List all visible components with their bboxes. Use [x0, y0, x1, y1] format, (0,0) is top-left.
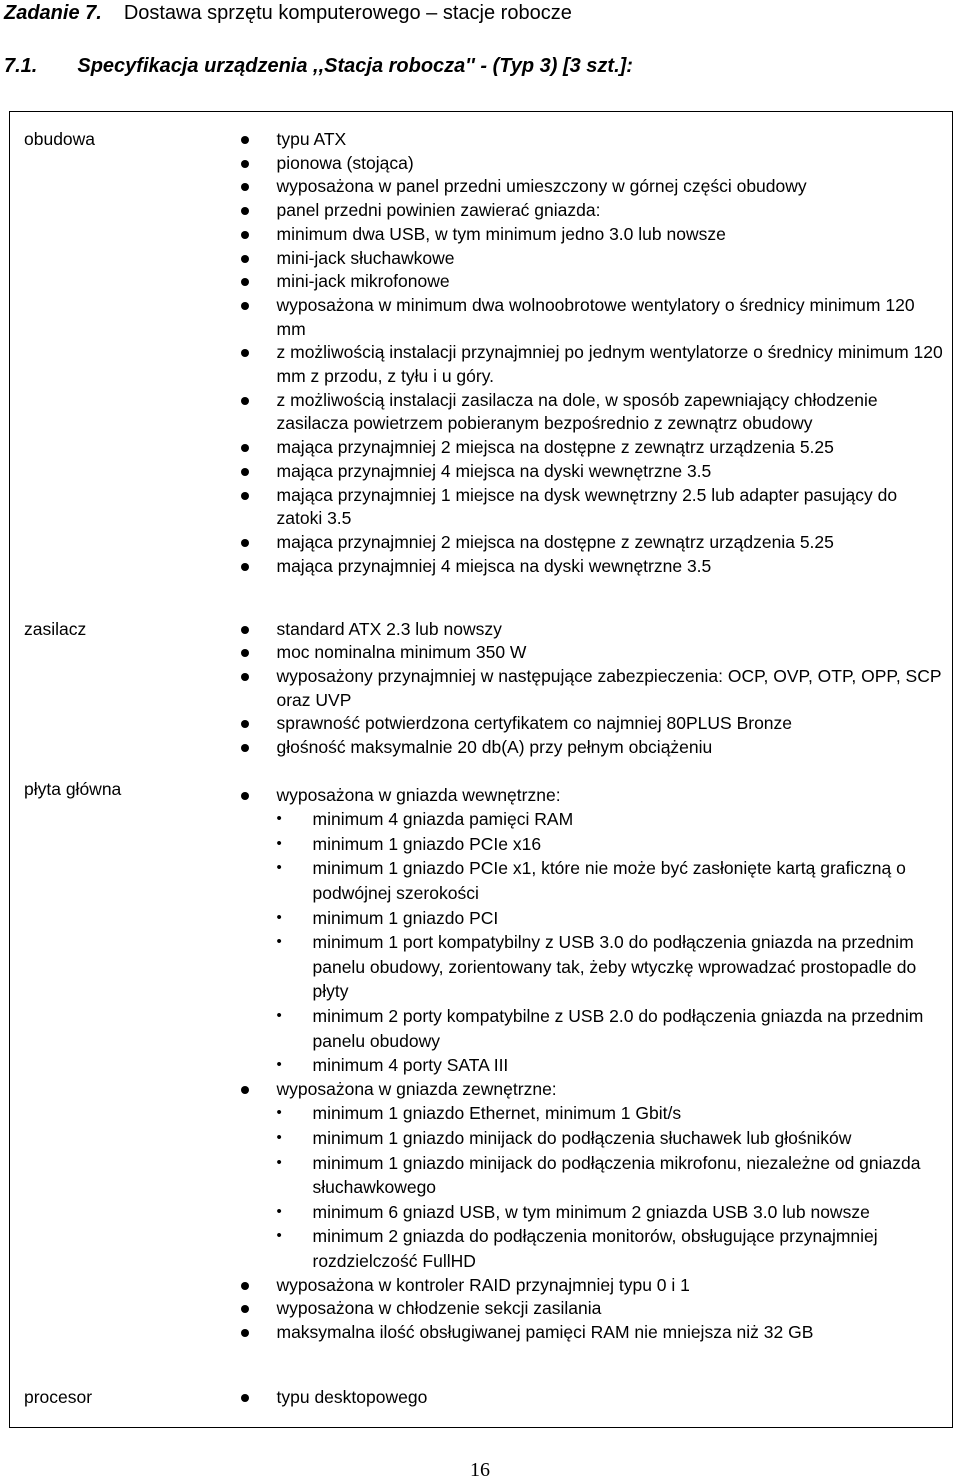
list-item: wyposażona w kontroler RAID przynajmniej typu 0 i 1 [235, 1274, 945, 1298]
list-item: mająca przynajmniej 1 miejsce na dysk wewnętrzny 2.5 lub adapter pasujący do zatoki 3.5 [235, 484, 945, 531]
list-item: panel przedni powinien zawierać gniazda: [235, 199, 945, 223]
component-name: obudowa [24, 129, 96, 149]
list-item: mająca przynajmniej 4 miejsca na dyski wewnętrzne 3.5 [235, 555, 945, 579]
list-item: moc nominalna minimum 350 W [235, 641, 945, 665]
task-title: Dostawa sprzętu komputerowego – stacje robocze [123, 2, 572, 24]
list-item: sprawność potwierdzona certyfikatem co najmniej 80PLUS Bronze [235, 712, 945, 736]
spec-row-plyta-glowna [10, 768, 953, 1376]
list-item: pionowa (stojąca) [235, 152, 945, 176]
component-name: płyta główna [24, 778, 122, 799]
list-item [235, 1078, 945, 1274]
sub-list-item: • minimum 1 port kompatybilny z USB 3.0 do podłączenia gniazda na przednim panelu obudowy, zorientowany tak, żeby wtyczkę wprowadzać prostopadle do płyty [313, 930, 945, 1004]
sub-list-item: • minimum 4 porty SATA III [313, 1053, 945, 1078]
sub-list-item: • minimum 1 gniazdo PCI [313, 906, 945, 931]
sub-list-item: • minimum 1 gniazdo PCIe x1, które nie może być zasłonięte kartą graficzną o podwójnej szerokości [313, 856, 945, 905]
sub-list-item: • minimum 6 gniazd USB, w tym minimum 2 gniazda USB 3.0 lub nowsze [313, 1200, 945, 1225]
external-sockets-list [313, 1101, 945, 1273]
sub-list-item: • minimum 1 gniazdo PCIe x16 [313, 832, 945, 857]
sub-list-item: • minimum 2 gniazda do podłączenia monitorów, obsługujące przynajmniej rozdzielczość FullHD [313, 1224, 945, 1273]
obudowa-list [235, 128, 945, 578]
task-heading [4, 2, 572, 25]
list-item: mająca przynajmniej 4 miejsca na dyski wewnętrzne 3.5 [235, 460, 945, 484]
internal-sockets-label: wyposażona w gniazda wewnętrzne: [276, 784, 561, 805]
external-sockets-label: wyposażona w gniazda zewnętrzne: [276, 1078, 557, 1099]
page-number: 16 [470, 1459, 490, 1481]
list-item: z możliwością instalacji przynajmniej po jednym wentylatorze o średnicy minimum 120 mm z przodu, z tyłu i u góry. [235, 341, 945, 388]
spec-table [9, 111, 953, 1428]
sub-list-item: • minimum 1 gniazdo Ethernet, minimum 1 Gbit/s [313, 1101, 945, 1126]
spec-row-procesor [10, 1376, 953, 1428]
list-item: minimum dwa USB, w tym minimum jedno 3.0 lub nowsze [235, 223, 945, 247]
list-item: mająca przynajmniej 2 miejsca na dostępne z zewnątrz urządzenia 5.25 [235, 531, 945, 555]
list-item: wyposażona w panel przedni umieszczony w górnej części obudowy [235, 175, 945, 199]
list-item: mini-jack mikrofonowe [235, 270, 945, 294]
list-item: wyposażona w minimum dwa wolnoobrotowe wentylatory o średnicy minimum 120 mm [235, 294, 945, 341]
zasilacz-list [235, 618, 945, 760]
spec-row-zasilacz [10, 602, 953, 768]
sub-list-item: • minimum 4 gniazda pamięci RAM [313, 807, 945, 832]
sub-list-item: • minimum 1 gniazdo minijack do podłączenia mikrofonu, niezależne od gniazda słuchawkowego [313, 1151, 945, 1200]
plyta-glowna-list [235, 784, 945, 1345]
spec-heading [4, 55, 633, 78]
list-item: typu desktopowego [235, 1386, 945, 1410]
spec-title: Specyfikacja urządzenia ,,Stacja robocza'' - (Typ 3) [3 szt.]: [77, 55, 633, 77]
procesor-list [235, 1386, 945, 1410]
list-item: mini-jack słuchawkowe [235, 247, 945, 271]
component-name: zasilacz [24, 618, 87, 639]
list-item [235, 784, 945, 1078]
component-name: procesor [24, 1386, 93, 1407]
list-item: maksymalna ilość obsługiwanej pamięci RAM nie mniejsza niż 32 GB [235, 1321, 945, 1345]
spec-number: 7.1. [4, 55, 38, 77]
task-label: Zadanie 7. [4, 2, 102, 24]
list-item: z możliwością instalacji zasilacza na dole, w sposób zapewniający chłodzenie zasilacza powietrzem pobieranym bezpośrednio z zewnątrz obudowy [235, 389, 945, 436]
list-item: wyposażony przynajmniej w następujące zabezpieczenia: OCP, OVP, OTP, OPP, SCP oraz UVP [235, 665, 945, 712]
internal-sockets-list [313, 807, 945, 1078]
list-item: standard ATX 2.3 lub nowszy [235, 618, 945, 642]
list-item: wyposażona w chłodzenie sekcji zasilania [235, 1297, 945, 1321]
sub-list-item: • minimum 2 porty kompatybilne z USB 2.0 do podłączenia gniazda na przednim panelu obudowy [313, 1004, 945, 1053]
list-item: mająca przynajmniej 2 miejsca na dostępne z zewnątrz urządzenia 5.25 [235, 436, 945, 460]
list-item: głośność maksymalnie 20 db(A) przy pełnym obciążeniu [235, 736, 945, 760]
spec-row-obudowa [10, 112, 953, 602]
sub-list-item: • minimum 1 gniazdo minijack do podłączenia słuchawek lub głośników [313, 1126, 945, 1151]
list-item: typu ATX [235, 128, 945, 152]
